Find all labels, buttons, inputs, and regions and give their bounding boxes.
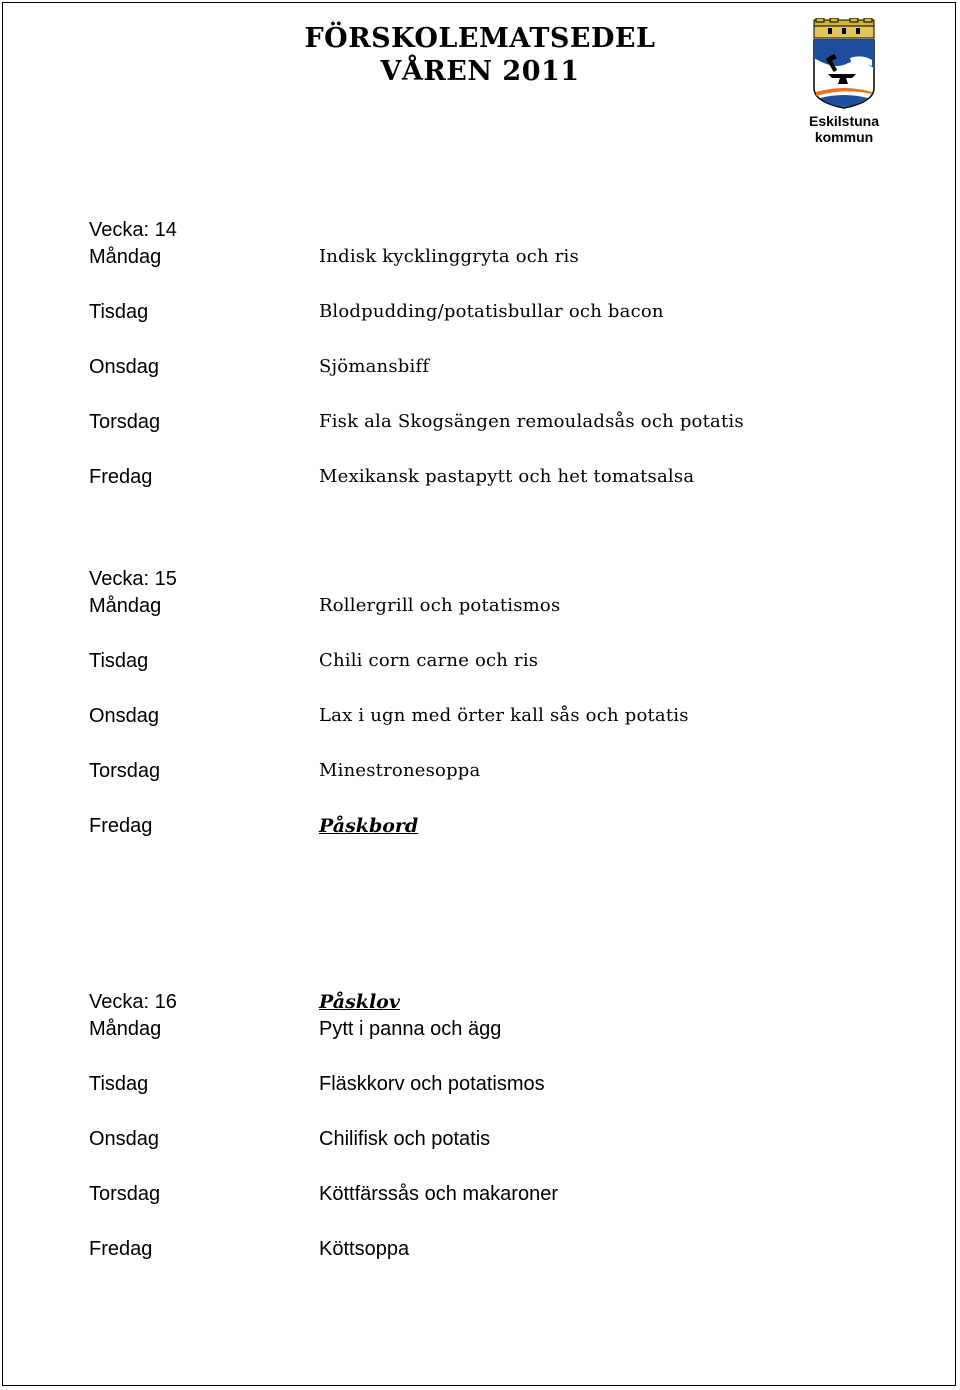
menu-row bbox=[0, 592, 960, 620]
page-title bbox=[190, 22, 770, 88]
week-16-label: Vecka: 16 bbox=[89, 991, 177, 1013]
day-label: Fredag bbox=[89, 815, 153, 837]
day-label: Måndag bbox=[89, 595, 162, 617]
menu-row bbox=[0, 1015, 960, 1043]
meal-text-special: Påskbord bbox=[319, 815, 419, 837]
meal-text: Sjömansbiff bbox=[319, 356, 430, 377]
menu-row bbox=[0, 408, 960, 436]
menu-row bbox=[0, 1125, 960, 1153]
day-label: Fredag bbox=[89, 466, 153, 488]
title-line-1: FÖRSKOLEMATSEDEL bbox=[304, 23, 656, 54]
menu-row bbox=[0, 243, 960, 271]
day-label: Torsdag bbox=[89, 760, 161, 782]
meal-text: Minestronesoppa bbox=[319, 760, 481, 781]
day-label: Måndag bbox=[89, 246, 162, 268]
menu-row bbox=[0, 1070, 960, 1098]
municipality-logo bbox=[806, 18, 882, 146]
day-label: Tisdag bbox=[89, 650, 149, 672]
day-label: Fredag bbox=[89, 1238, 153, 1260]
menu-row bbox=[0, 812, 960, 840]
day-label: Onsdag bbox=[89, 1128, 160, 1150]
meal-text: Köttsoppa bbox=[319, 1238, 410, 1260]
menu-row bbox=[0, 298, 960, 326]
meal-text: Köttfärssås och makaroner bbox=[319, 1183, 558, 1205]
meal-text: Mexikansk pastapytt och het tomatsalsa bbox=[319, 466, 695, 487]
menu-row bbox=[0, 702, 960, 730]
day-label: Tisdag bbox=[89, 1073, 149, 1095]
menu-row bbox=[0, 1180, 960, 1208]
meal-text: Chili corn carne och ris bbox=[319, 650, 539, 671]
menu-row bbox=[0, 757, 960, 785]
menu-row bbox=[0, 353, 960, 381]
week-15-label: Vecka: 15 bbox=[89, 568, 177, 590]
day-label: Torsdag bbox=[89, 411, 161, 433]
meal-text: Rollergrill och potatismos bbox=[319, 595, 561, 616]
day-label: Onsdag bbox=[89, 705, 160, 727]
week-14-label: Vecka: 14 bbox=[89, 219, 177, 241]
menu-row bbox=[0, 1235, 960, 1263]
title-line-2: VÅREN 2011 bbox=[380, 56, 580, 87]
week-note: Påsklov bbox=[319, 991, 400, 1013]
day-label: Måndag bbox=[89, 1018, 162, 1040]
eskilstuna-coat-of-arms-icon bbox=[806, 18, 882, 146]
menu-row bbox=[0, 463, 960, 491]
page-border bbox=[2, 2, 956, 1386]
meal-text: Blodpudding/potatisbullar och bacon bbox=[319, 301, 664, 322]
day-label: Tisdag bbox=[89, 301, 149, 323]
meal-text: Lax i ugn med örter kall sås och potatis bbox=[319, 705, 689, 726]
week-16-header-row bbox=[0, 988, 960, 1016]
meal-text: Chilifisk och potatis bbox=[319, 1128, 491, 1150]
meal-text: Indisk kycklinggryta och ris bbox=[319, 246, 579, 267]
meal-text: Fläskkorv och potatismos bbox=[319, 1073, 545, 1095]
menu-row bbox=[0, 647, 960, 675]
meal-text: Fisk ala Skogsängen remouladsås och potatis bbox=[319, 411, 744, 432]
day-label: Onsdag bbox=[89, 356, 160, 378]
logo-text-line-2: kommun bbox=[814, 129, 874, 145]
day-label: Torsdag bbox=[89, 1183, 161, 1205]
logo-text-line-1: Eskilstuna bbox=[808, 113, 880, 129]
meal-text: Pytt i panna och ägg bbox=[319, 1018, 502, 1040]
